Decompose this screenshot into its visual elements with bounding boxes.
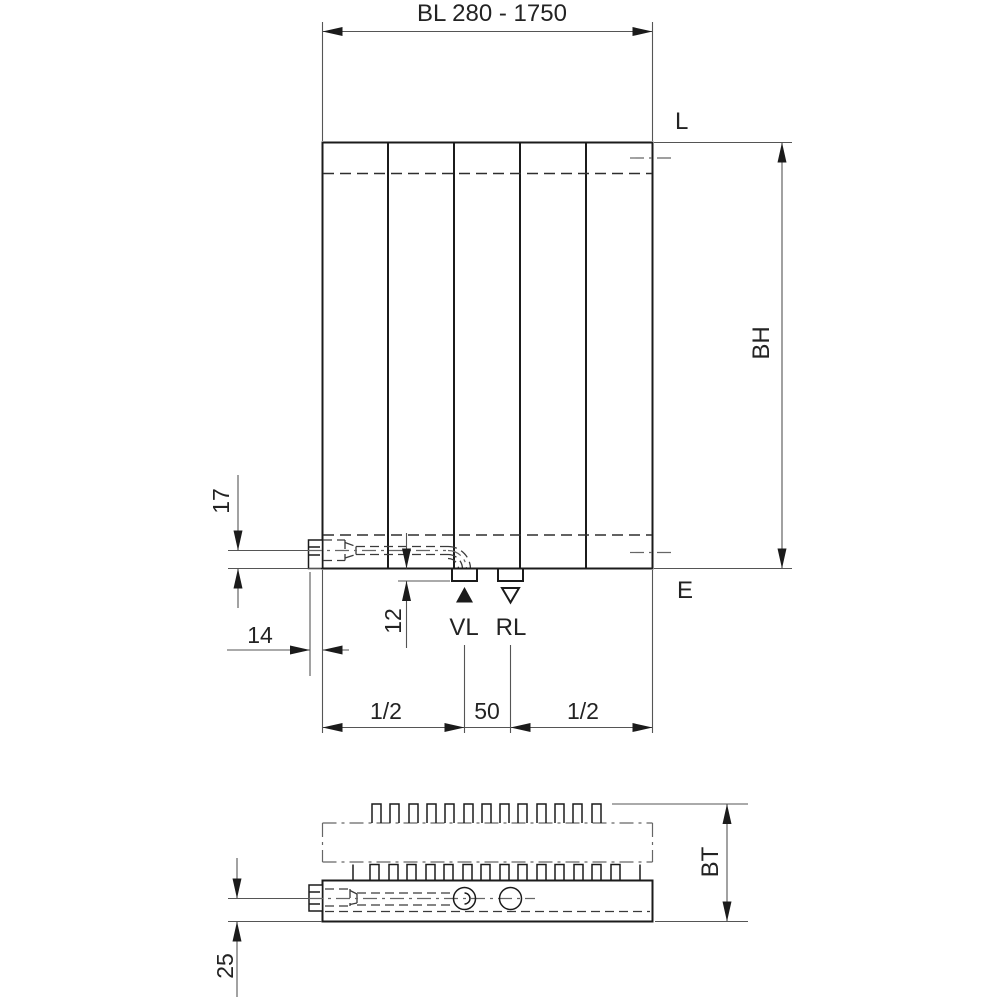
return-flow-icon (502, 588, 519, 603)
return-label: RL (495, 614, 527, 641)
supply-label: VL (449, 614, 479, 641)
width-dimension (323, 0, 653, 141)
pipe-height-dim-label: 17 (208, 488, 234, 514)
bottom-dimension-chain (323, 570, 653, 733)
outlet-height-dim-label: 12 (380, 608, 406, 634)
connector-width-dim-label: 14 (247, 622, 273, 648)
pipe-height-dimension (208, 475, 321, 608)
outlets (449, 569, 526, 642)
lower-fin-row (370, 865, 620, 881)
dim-arrow-up-icon (778, 143, 787, 163)
connector-width-dimension (227, 572, 349, 676)
return-outlet (498, 569, 523, 582)
supply-outlet (452, 569, 477, 582)
height-dim-label: BH (748, 326, 775, 360)
supply-flow-icon (456, 587, 473, 603)
bottom-level-label: E (677, 577, 694, 604)
top-view-radiator (228, 804, 653, 922)
dim-arrow-right-icon (633, 27, 653, 36)
radiator-body (323, 143, 653, 569)
left-span-dim-label: 1/2 (370, 698, 402, 724)
right-span-dim-label: 1/2 (567, 698, 599, 724)
upper-fin-row (372, 804, 601, 823)
dim-arrow-down-icon (778, 549, 787, 569)
height-dimension (748, 143, 787, 569)
width-dim-label: BL 280 - 1750 (417, 0, 567, 27)
dim-arrow-left-icon (323, 27, 343, 36)
front-view-radiator (323, 143, 674, 569)
top-level-label: L (675, 108, 689, 135)
top-view-body (323, 881, 653, 922)
port-spacing-dim-label: 50 (474, 698, 500, 724)
axis-offset-dimension (212, 858, 322, 997)
depth-dim-label: BT (697, 846, 724, 878)
axis-offset-dim-label: 25 (212, 953, 238, 979)
